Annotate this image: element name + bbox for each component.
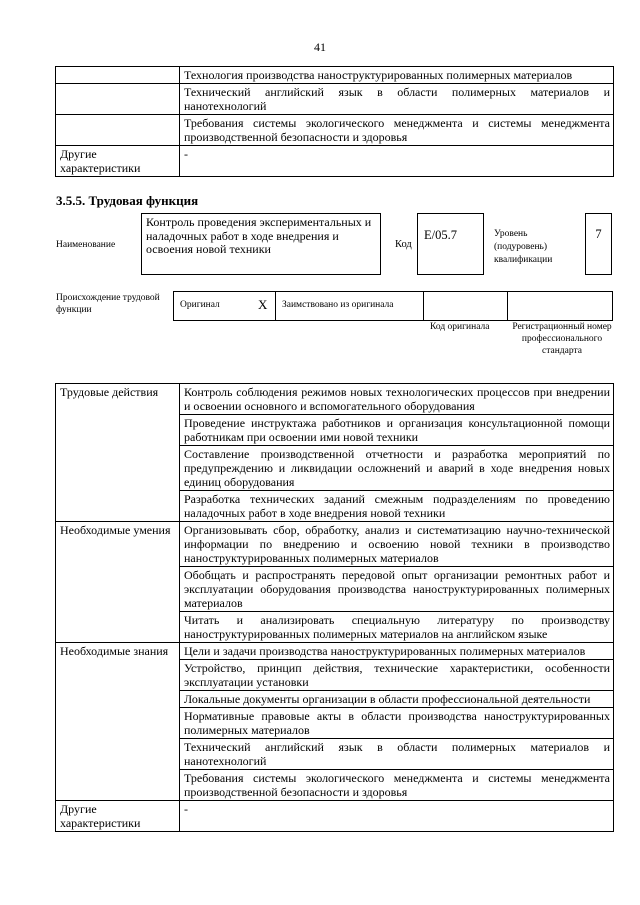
other-characteristics-value: -	[180, 146, 614, 177]
top-table	[55, 66, 614, 177]
skill-item: Обобщать и распространять передовой опыт организации ремонтных работ и эксплуатации оборудования производства наноструктурированных полимерных материалов	[180, 567, 614, 612]
borrowed-cell	[276, 292, 424, 320]
knowledge-item: Технология производства наноструктурированных полимерных материалов	[180, 67, 614, 84]
table-row	[56, 115, 614, 146]
name-label: Наименование	[56, 240, 116, 250]
original-code-cell	[424, 292, 508, 320]
original-mark: X	[258, 297, 268, 312]
original-label: Оригинал	[180, 300, 220, 310]
labor-action-item: Разработка технических заданий смежным подразделениям по проведению наладочных работ в ходе внедрения новой техники	[180, 491, 614, 522]
knowledge-item: Требования системы экологического менеджмента и системы менеджмента производственной безопасности и здоровья	[180, 770, 614, 801]
knowledge-item: Требования системы экологического менеджмента и системы менеджмента производственной безопасности и здоровья	[180, 115, 614, 146]
function-name-box: Контроль проведения экспериментальных и наладочных работ в ходе внедрения и освоения новой техники	[141, 213, 381, 275]
table-row	[56, 522, 614, 567]
knowledge-item: Локальные документы организации в области профессиональной деятельности	[180, 691, 614, 708]
knowledge-item: Технический английский язык в области полимерных материалов и нанотехнологий	[180, 739, 614, 770]
level-label: Уровень (подуровень) квалификации	[494, 229, 553, 265]
original-code-caption: Код оригинала	[430, 322, 490, 332]
origin-row	[173, 291, 613, 321]
required-skills-label: Необходимые умения	[56, 522, 180, 643]
knowledge-item: Устройство, принцип действия, технические характеристики, особенности эксплуатации установки	[180, 660, 614, 691]
other-characteristics-label: Другие характеристики	[56, 146, 180, 177]
original-cell	[174, 292, 276, 320]
skill-item: Читать и анализировать специальную литературу по производству наноструктурированных полимерных материалов на английском языке	[180, 612, 614, 643]
labor-action-item: Контроль соблюдения режимов новых технологических процессов при внедрении и освоении основного и вспомогательного оборудования	[180, 384, 614, 415]
knowledge-item: Технический английский язык в области полимерных материалов и нанотехнологий	[180, 84, 614, 115]
registration-number-caption: Регистрационный номер профессионального стандарта	[512, 322, 612, 356]
origin-label: Происхождение трудовой функции	[56, 293, 160, 315]
other-characteristics-label: Другие характеристики	[56, 801, 180, 832]
table-row	[56, 84, 614, 115]
page-number: 41	[314, 40, 326, 54]
labor-actions-label: Трудовые действия	[56, 384, 180, 522]
registration-number-cell	[508, 292, 612, 320]
section-title: 3.5.5. Трудовая функция	[56, 193, 199, 208]
function-code-box: E/05.7	[417, 213, 484, 275]
level-value-box: 7	[585, 213, 612, 275]
table-row	[56, 801, 614, 832]
knowledge-item: Цели и задачи производства наноструктурированных полимерных материалов	[180, 643, 614, 660]
required-knowledge-label: Необходимые знания	[56, 643, 180, 801]
table-row	[56, 643, 614, 660]
table-row	[56, 146, 614, 177]
code-label: Код	[395, 239, 412, 250]
main-table	[55, 383, 614, 832]
skill-item: Организовывать сбор, обработку, анализ и систематизацию научно-технической информации по внедрению и освоению новой техники в производство наноструктурированных полимерных материалов	[180, 522, 614, 567]
knowledge-item: Нормативные правовые акты в области производства наноструктурированных полимерных материалов	[180, 708, 614, 739]
table-row	[56, 384, 614, 415]
borrowed-label: Заимствовано из оригинала	[282, 300, 394, 310]
labor-action-item: Составление производственной отчетности и разработка мероприятий по предупреждению и ликвидации осложнений и аварий в ходе внедрения новых единиц оборудования	[180, 446, 614, 491]
table-row	[56, 67, 614, 84]
other-characteristics-value: -	[180, 801, 614, 832]
labor-action-item: Проведение инструктажа работников и организация консультационной помощи работникам при освоении ими новой техники	[180, 415, 614, 446]
